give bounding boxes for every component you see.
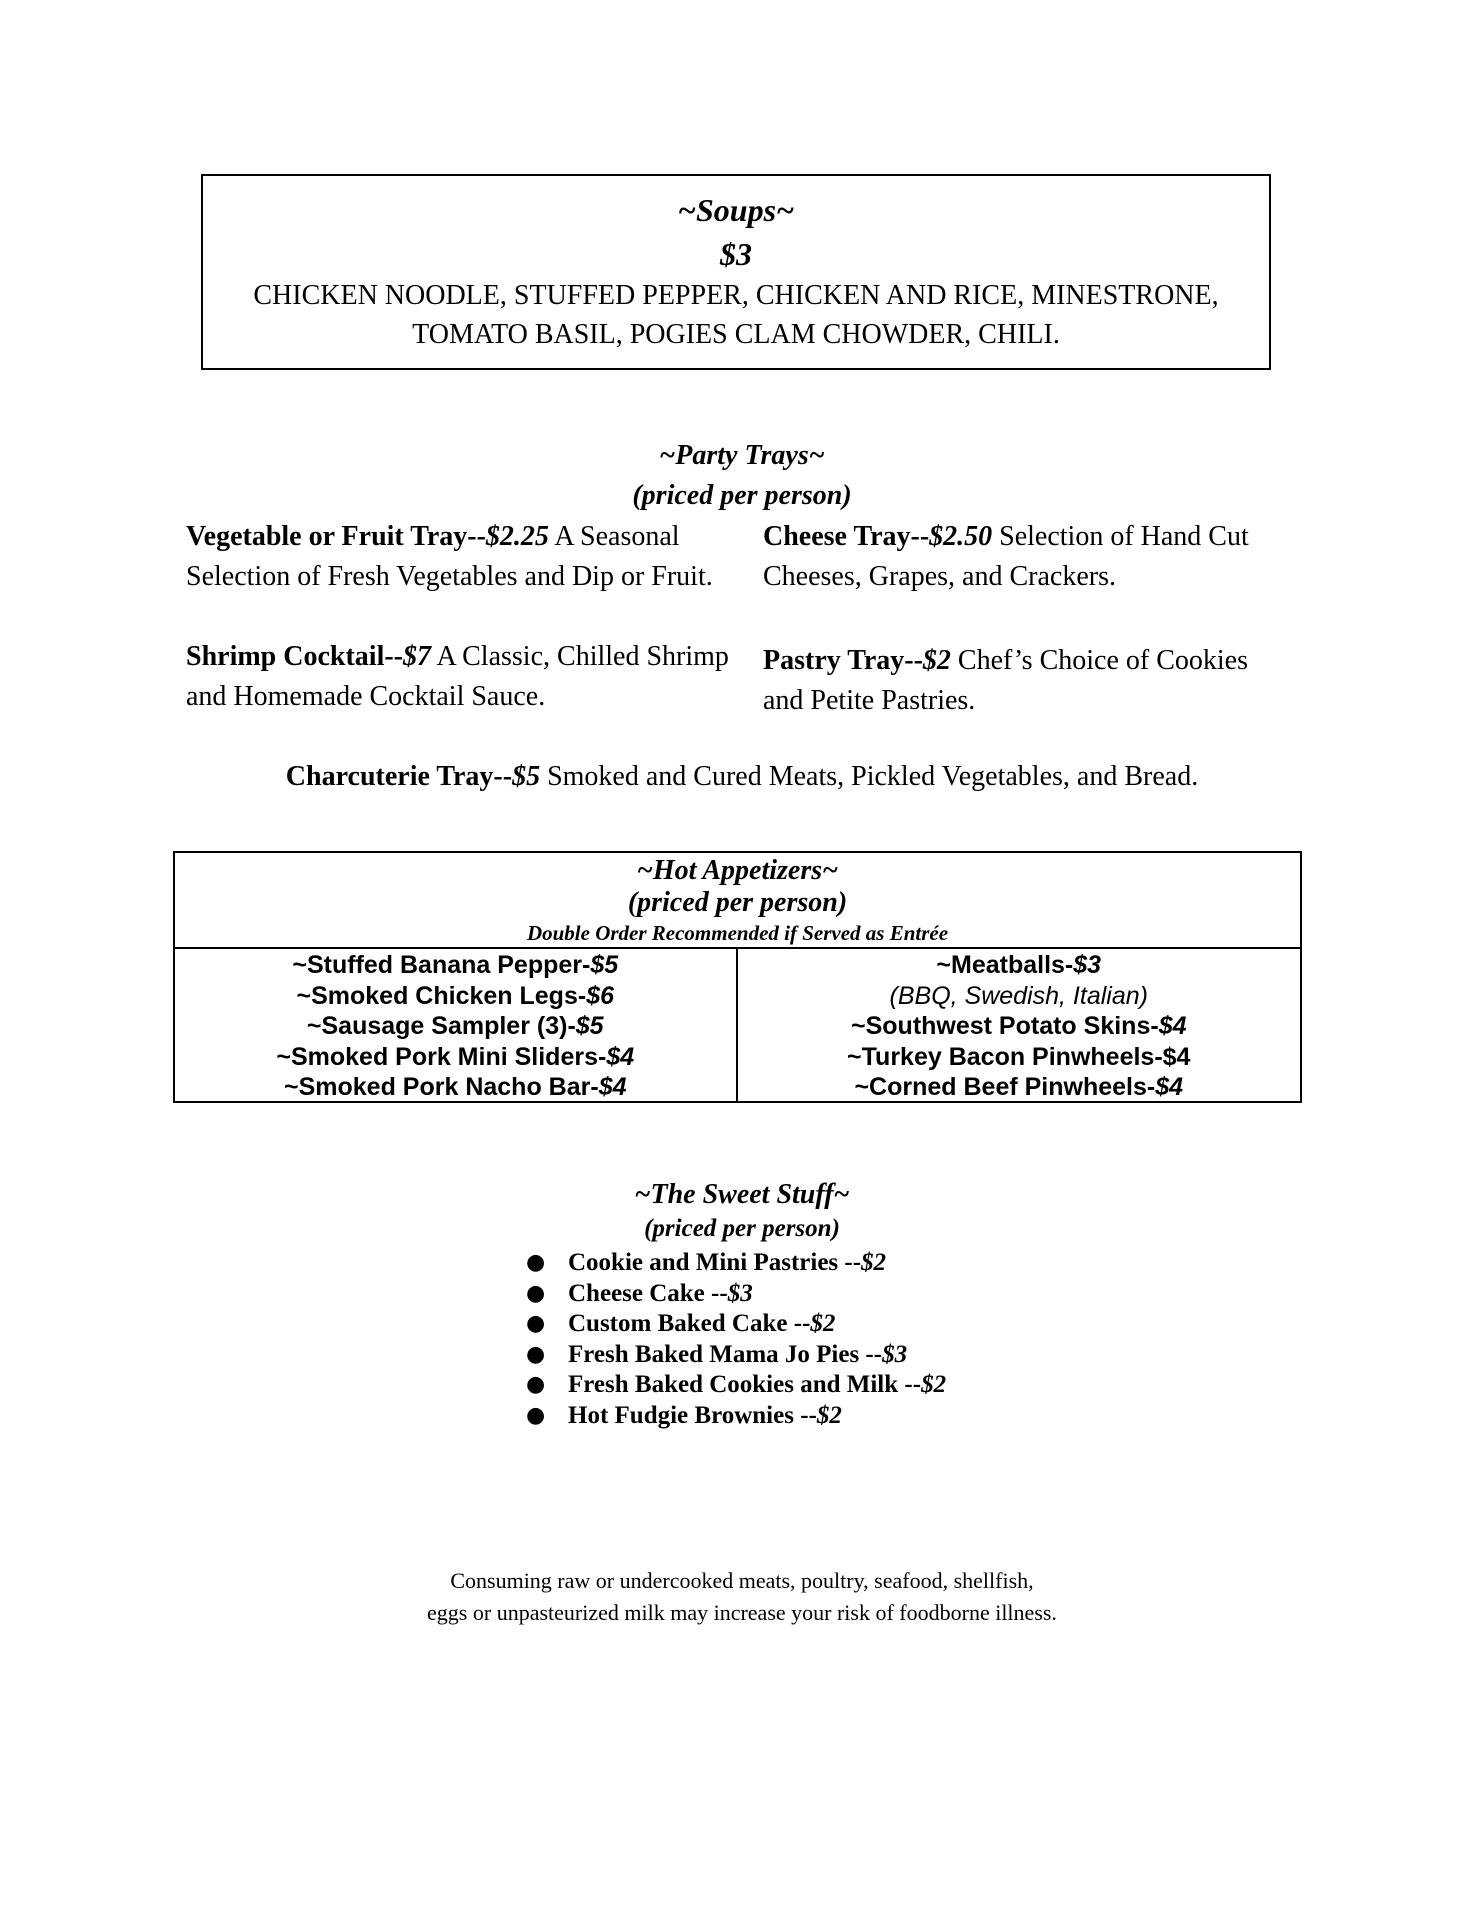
tray-price: $2 [922,645,951,676]
appetizer-item: ~Sausage Sampler (3)-$5 [306,1012,604,1040]
list-item: ● Fresh Baked Cookies and Milk --$2 [526,1370,946,1401]
food-safety-disclaimer [0,1565,1484,1629]
tray-description: Chef’s Choice of Cookies and Petite Pastries. [763,645,1248,716]
tray-name: Pastry Tray-- [763,645,923,676]
tray-description: Selection of Hand Cut Cheeses, Grapes, and Crackers. [763,521,1249,592]
tray-cheese [763,517,1283,597]
party-trays-subtitle: (priced per person) [632,480,852,511]
tray-name: Charcuterie Tray-- [285,761,513,792]
appetizer-detail: (BBQ, Swedish, Italian) [889,981,1148,1010]
appetizer-item: ~Stuffed Banana Pepper-$5 [292,951,619,979]
sweet-stuff-title: ~The Sweet Stuff~ [634,1179,850,1210]
tray-name: Shrimp Cocktail-- [186,641,403,672]
sweet-stuff-list [526,1248,946,1431]
soups-title: ~Soups~ [677,192,795,228]
hot-appetizers-right-column [738,949,1301,1101]
sweet-stuff-subtitle: (priced per person) [644,1215,840,1242]
tray-price: $2.25 [485,521,549,552]
hot-appetizers-header [175,853,1300,949]
hot-appetizers-left-column [175,949,738,1101]
soups-price: $3 [720,236,752,272]
party-trays-title: ~Party Trays~ [659,440,825,471]
bullet-icon: ● [526,1250,546,1275]
hot-appetizers-title: ~Hot Appetizers~ [636,855,839,886]
appetizer-item: ~Turkey Bacon Pinwheels-$4 [847,1042,1191,1071]
list-item: ● Cookie and Mini Pastries --$2 [526,1248,946,1279]
disclaimer-line: eggs or unpasteurized milk may increase your risk of foodborne illness. [427,1600,1057,1625]
bullet-icon: ● [526,1280,546,1306]
appetizer-item: ~Meatballs-$3 [936,951,1102,979]
hot-appetizers-table [173,851,1302,1103]
soups-section [201,174,1271,370]
tray-price: $7 [403,641,431,672]
tray-price: $5 [512,761,541,792]
hot-appetizers-subtitle: (priced per person) [627,887,848,918]
bullet-icon: ● [526,1372,546,1397]
tray-description: A Seasonal Selection of Fresh Vegetables and Dip or Fruit. [186,521,713,592]
list-item: ● Fresh Baked Mama Jo Pies --$3 [526,1340,946,1371]
soups-list: CHICKEN NOODLE, STUFFED PEPPER, CHICKEN AND RICE, MINESTRONE, TOMATO BASIL, POGIES CLAM CHOWDER, CHILI. [253,280,1219,350]
tray-price: $2.50 [929,521,993,552]
appetizer-item: ~Smoked Pork Nacho Bar-$4 [284,1073,627,1101]
disclaimer-line: Consuming raw or undercooked meats, poultry, seafood, shellfish, [450,1568,1034,1593]
tray-name: Cheese Tray-- [763,521,930,552]
list-item: ● Custom Baked Cake --$2 [526,1309,946,1340]
appetizer-item: ~Corned Beef Pinwheels-$4 [854,1073,1184,1101]
tray-description: Smoked and Cured Meats, Pickled Vegetables, and Bread. [540,761,1199,792]
tray-shrimp-cocktail [186,637,746,717]
list-item: ● Cheese Cake --$3 [526,1279,946,1310]
tray-vegetable-fruit [186,517,746,597]
appetizer-item: ~Smoked Chicken Legs-$6 [296,981,614,1010]
tray-charcuterie [0,757,1484,797]
bullet-icon: ● [526,1311,546,1336]
bullet-icon: ● [526,1341,546,1367]
appetizer-item: ~Smoked Pork Mini Sliders-$4 [276,1042,635,1071]
tray-description: A Classic, Chilled Shrimp and Homemade Cocktail Sauce. [186,641,729,712]
list-item: ● Hot Fudgie Brownies --$2 [526,1401,946,1432]
hot-appetizers-note: Double Order Recommended if Served as Entrée [526,921,949,945]
tray-pastry [763,641,1283,721]
appetizer-item: ~Southwest Potato Skins-$4 [851,1012,1187,1040]
bullet-icon: ● [526,1402,546,1428]
tray-name: Vegetable or Fruit Tray-- [186,521,486,552]
